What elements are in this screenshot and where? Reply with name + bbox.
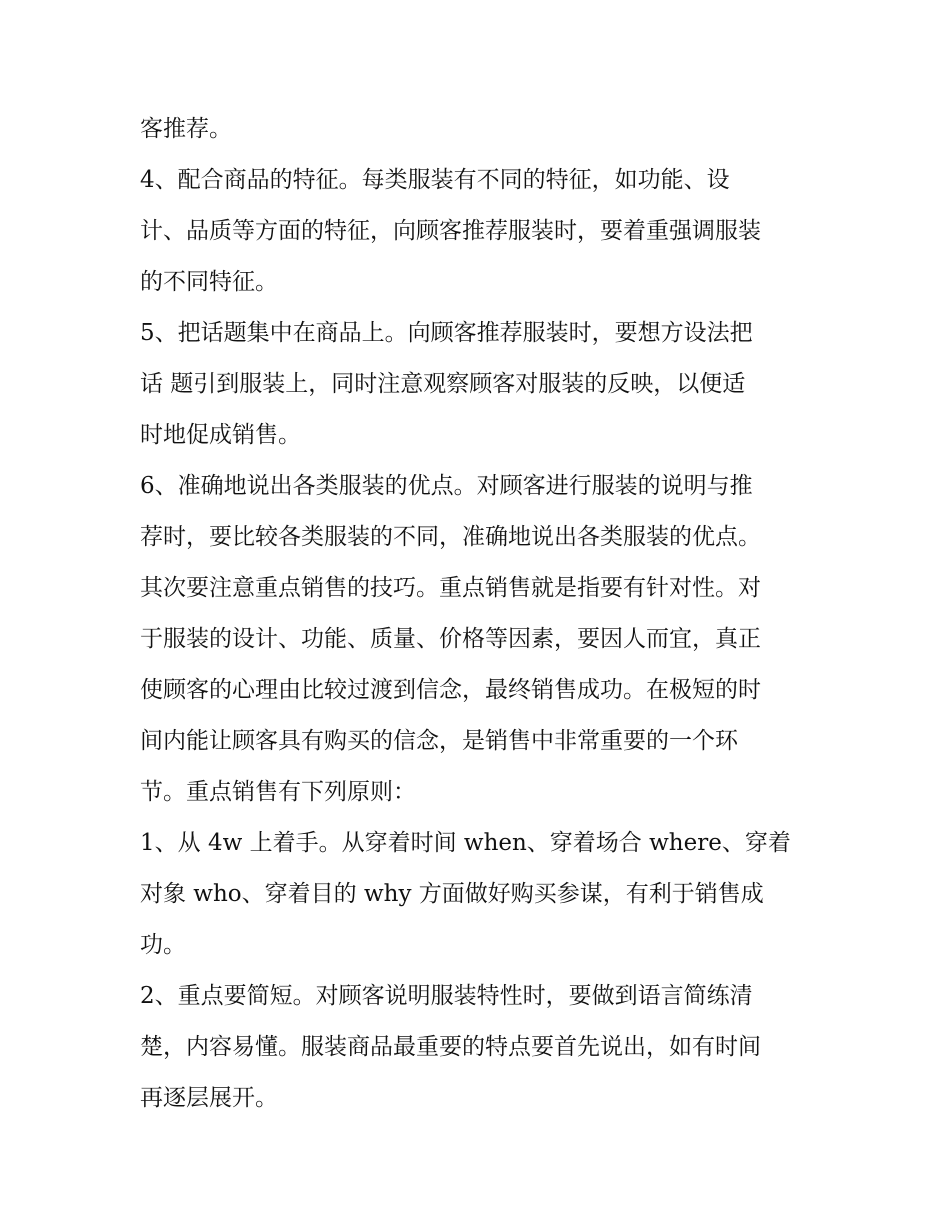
text-line: 2、重点要简短。对顾客说明服装特性时，要做到语言简练清 xyxy=(140,983,753,1009)
text-line: 的不同特征。 xyxy=(140,269,278,295)
text-line: 时地促成销售。 xyxy=(140,422,301,448)
text-line: 6、准确地说出各类服装的优点。对顾客进行服装的说明与推 xyxy=(140,473,753,499)
text-line: 客推荐。 xyxy=(140,116,232,142)
text-line: 4、配合商品的特征。每类服装有不同的特征，如功能、设 xyxy=(140,167,730,193)
text-line: 其次要注意重点销售的技巧。重点销售就是指要有针对性。对 xyxy=(140,575,761,601)
text-line: 楚，内容易懂。服装商品最重要的特点要首先说出，如有时间 xyxy=(140,1034,761,1060)
text-line: 再逐层展开。 xyxy=(140,1085,278,1111)
text-line: 5、把话题集中在商品上。向顾客推荐服装时，要想方设法把 xyxy=(140,320,753,346)
text-line: 对象 who、穿着目的 why 方面做好购买参谋，有利于销售成 xyxy=(140,881,764,907)
text-line: 间内能让顾客具有购买的信念，是销售中非常重要的一个环 xyxy=(140,728,738,754)
text-line: 于服装的设计、功能、质量、价格等因素，要因人而宜，真正 xyxy=(140,626,761,652)
text-line: 节。重点销售有下列原则： xyxy=(140,779,416,805)
text-line: 使顾客的心理由比较过渡到信念，最终销售成功。在极短的时 xyxy=(140,677,761,703)
text-line: 话 题引到服装上，同时注意观察顾客对服装的反映，以便适 xyxy=(140,371,746,397)
text-line: 功。 xyxy=(140,932,186,958)
text-line: 荐时，要比较各类服装的不同，准确地说出各类服装的优点。 xyxy=(140,524,761,550)
text-line: 计、品质等方面的特征，向顾客推荐服装时，要着重强调服装 xyxy=(140,218,761,244)
document-body xyxy=(140,104,820,1124)
text-line: 1、从 4w 上着手。从穿着时间 when、穿着场合 where、穿着 xyxy=(140,830,791,856)
